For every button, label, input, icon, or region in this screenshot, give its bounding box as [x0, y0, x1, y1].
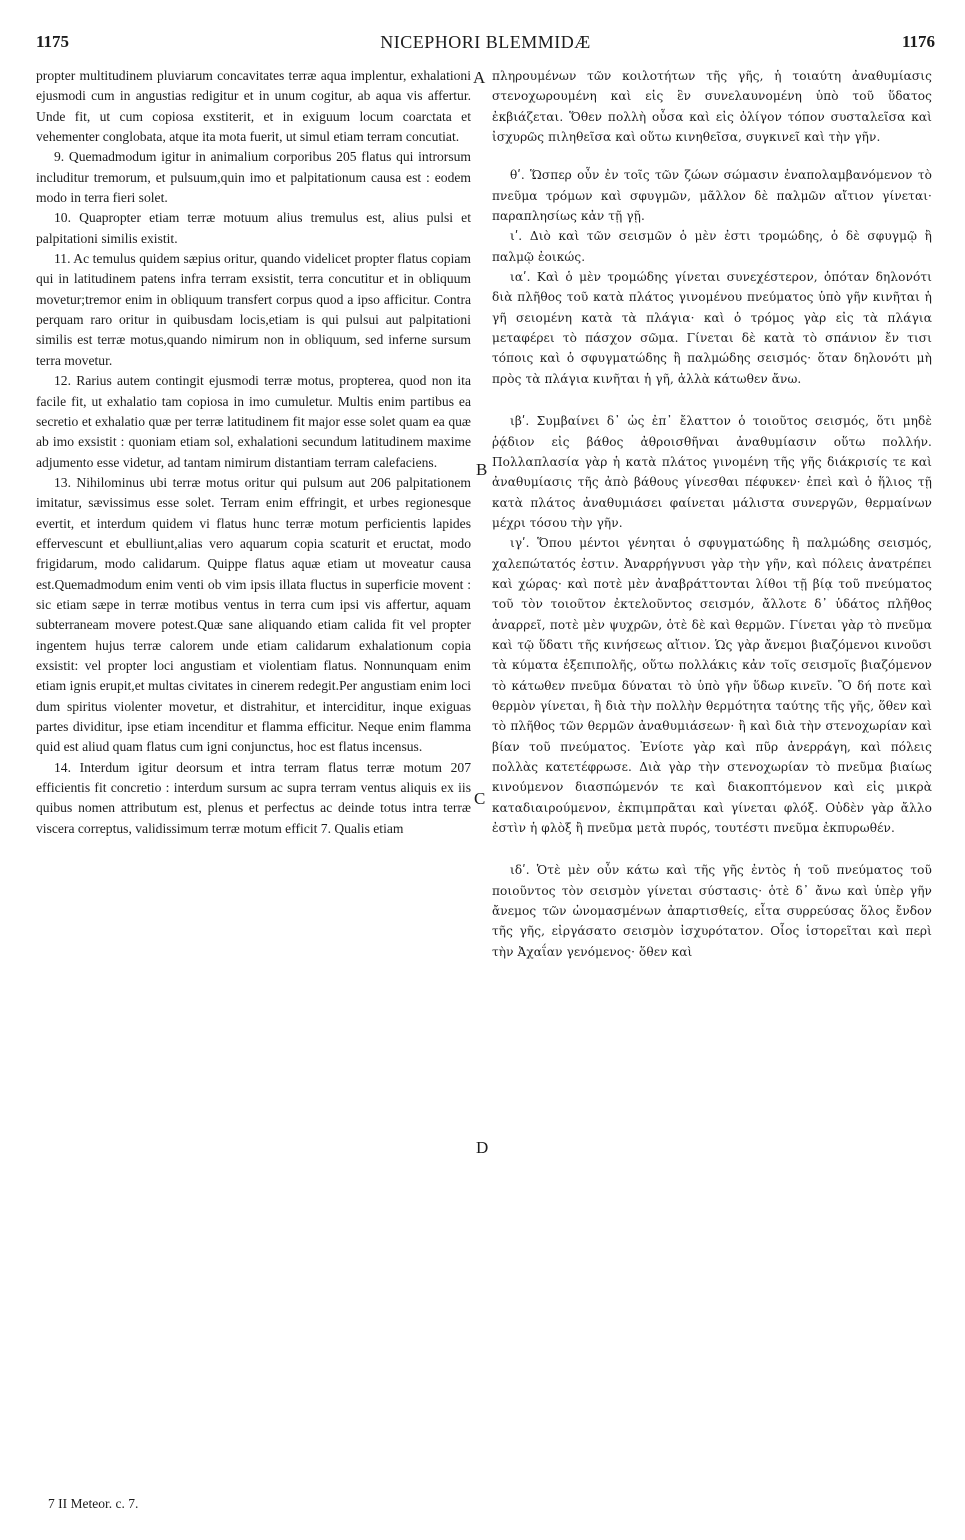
greek-paragraph: ιδʹ. Ὁτὲ μὲν οὖν κάτω καὶ τῆς γῆς ἐντὸς ἡ τοῦ πνεύματος τοῦ ποιοῦντος τὸν σεισμὸν γίνεται σύστασις· ὁτὲ δ᾽ ἄνω καὶ ὑπὲρ γῆν ἄνεμος τῶν ὠνομασμένων ἀπαρτισθείς, εἶτα συρρεύσας ὅλος ἔνδον τῆς γῆς, εἰργάσατο σεισμὸν ἰσχυρότατον. Οἷος ἱστορεῖται καὶ περὶ τὴν Ἀχαΐαν γενόμενος· ὅθεν καὶ	[492, 863, 932, 959]
greek-paragraph: ιβʹ. Συμβαίνει δ᾽ ὡς ἐπ᾽ ἔλαττον ὁ τοιοῦτος σεισμός, ὅτι μηδὲ ῥᾴδιον εἰς βάθος ἀθροισθῆναι ἀναθυμίασιν οὕτω πολλήν. Πολλαπλασία γὰρ ἡ κατὰ πλάτος γινομένη τῆς γῆς διάκρισίς τε καὶ ἀναθυμίασις τῆς ἀπὸ βάθους γίνεσθαι πέφυκεν· ἐπεὶ καὶ ὁ ἥλιος τῇ κατὰ πλάτος ἀναθυμιάσει φαίνεται μάλιστα συνεργῶν, θερμαίνων μέχρι τόσου τὴν γῆν.	[492, 414, 932, 530]
greek-paragraph: ιʹ. Διὸ καὶ τῶν σεισμῶν ὁ μὲν ἐστι τρομώδης, ὁ δὲ σφυγμῷ ἢ παλμῷ ἐοικώς.	[492, 229, 932, 264]
latin-paragraph: 9. Quemadmodum igitur in animalium corporibus 205 flatus qui introrsum includitur tremorum, et pulsuum,quin imo et palpitationum causa est : eodem modo in terra fieri solet.	[36, 149, 471, 206]
page-number-left: 1175	[36, 32, 70, 51]
running-title: NICEPHORI BLEMMIDÆ	[380, 32, 591, 52]
margin-letter-b: B	[476, 460, 488, 479]
margin-letter-c: C	[474, 789, 486, 808]
latin-paragraph: 13. Nihilominus ubi terræ motus oritur qui pulsum aut 206 palpitationem imitatur, sævissimus esse solet. Terram enim effringit, et urbes regionesque evertit, et interdum quidem vi flatus hunc terræ motum perficientis lapides effervescunt et ebulliunt,alias vero aquarum copia scaturit et eructat, modo frigidarum, modo calidarum. Quippe flatus aquæ etiam ut moveatur causa est.Quemadmodum enim venti ob vim ipsis illata fluctus in superficie movent : sic etiam sæpe in terræ motibus ventus in terra cum ipsi vis affertur, aquam subterraneam movere potest.Quæ sane aliquando etiam calida fit vel propter ingentem hujus terræ calorem unde etiam calidarum exhalationum copia exsistit: vel propter loci angustiam et violentiam flatus. Nonnunquam enim etiam ignis erupit,et multas civitates in cinerem redegit.Per angustiam enim loci dum spiritus violenter movetur, et distrahitur, et interciditur, inque exiguas partes dividitur, ipse etiam incenditur et flamma efficitur. Neque enim flamma quid est aliud quam flatus cum igni conjunctus, hoc est flatus incensus.	[36, 474, 471, 755]
greek-paragraph: πληρουμένων τῶν κοιλοτήτων τῆς γῆς, ἡ τοιαύτη ἀναθυμίασις στενοχωρουμένη καὶ εἰς ἓν συνελαυνομένη ὑπὸ τοῦ ὕδατος ἐκβιάζεται. Ὅθεν πολλὴ οὖσα καὶ εἰς ὀλίγον τόπον συσταλεῖσα καὶ ἰσχυρῶς πιληθεῖσα καὶ οὕτω κινηθεῖσα, συγκινεῖ καὶ τὴν γῆν.	[492, 69, 932, 145]
running-header	[36, 28, 935, 58]
page-number-right: 1176	[901, 32, 935, 51]
greek-paragraph: θʹ. Ὥσπερ οὖν ἐν τοῖς τῶν ζώων σώμασιν ἐναπολαμβανόμενον τὸ πνεῦμα τρόμων καὶ σφυγμῶν, μᾶλλον δὲ παλμῶν αἴτιον γίνεται· παραπλησίως κἀν τῇ γῇ.	[492, 168, 932, 224]
latin-paragraph: 11. Ac temulus quidem sæpius oritur, quando videlicet propter flatus copiam qui in latitudinem patens infra terram exsistit, terra concutitur et in obliquum movetur;tremor enim in obliquum transfert corpus quod a ipso afficitur. Contra perquam raro oritur in quibusdam locis,etiam is qui pulsui aut palpitationi similis est terræ motus,quando nimirum non in obliquum, sed inferne sursum terra movetur.	[36, 251, 471, 368]
footnote: 7 II Meteor. c. 7.	[48, 1496, 139, 1511]
latin-paragraph: 12. Rarius autem contingit ejusmodi terræ motus, propterea, quod non ita facile fit, ut exhalatio tam copiosa in imo cumuletur. Multis enim partibus ea secretio et exhalatio quæ per terræ latitudinem fit major esse solet quam ea quæ ab imo exsistit : quoniam etiam sol, exhalationi secundum latitudinem maxime adjumento esse videtur, ad tantam nimirum distantiam terram calefaciens.	[36, 373, 471, 470]
margin-letter-d: D	[476, 1138, 489, 1157]
latin-paragraph: 10. Quapropter etiam terræ motuum alius tremulus est, alius pulsi et palpitationi similis existit.	[36, 210, 471, 246]
latin-paragraph: propter multitudinem pluviarum concavitates terræ aqua implentur, exhalationi ejusmodi cum in angustias redigitur et in unum cogitur, ab aqua vis affertur. Unde fit, ut cum copiosa exstiterit, et in exiguum locum coarctata et vehementer conglobata, atque ita mota fuerit, ut simul etiam terram concutiat.	[36, 68, 471, 145]
greek-paragraph: ιαʹ. Καὶ ὁ μὲν τρομώδης γίνεται συνεχέστερον, ὁπόταν δηλονότι διὰ πλῆθος τοῦ κατὰ πλάτος γινομένου πνεύματος ὑπὸ γῆν κινῆται ἡ γῆ σειομένη κατὰ τὰ πλάγια· καὶ ὁ τρόμος γὰρ εἰς τὰ πλάγια μεταφέρει τὸ πάσχον σῶμα. Γίνεται δὲ κατὰ τὸ σπάνιον ἔν τισι τόποις καὶ ὁ σφυγματώδης ἢ παλμώδης σεισμός· ὅταν δηλονότι μὴ πρὸς τὰ πλάγια κινῆται ἡ γῆ, ἀλλὰ κάτωθεν ἄνω.	[492, 270, 932, 386]
latin-column	[36, 66, 471, 839]
greek-column	[492, 66, 932, 962]
latin-paragraph: 14. Interdum igitur deorsum et intra terram flatus terræ motum 207 efficientis fit concretio : interdum sursum ac supra terram ventus aliquis ex iis quibus nomen attributum est, plenus et perfectus ac deinde totus intra terræ viscera correptus, validissimum terræ motum efficit 7. Qualis etiam	[36, 759, 471, 836]
margin-letter-a: A	[473, 68, 486, 87]
greek-paragraph: ιγʹ. Ὅπου μέντοι γένηται ὁ σφυγματώδης ἢ παλμώδης σεισμός, χαλεπώτατός ἐστιν. Ἀναρρήγνυσι γὰρ τὴν γῆν, καὶ πόλεις ἀνατρέπει καὶ χώρας· καὶ ποτὲ μὲν ἀναβράττονται λίθοι τῇ βίᾳ τοῦ πνεύματος τοῦ τὸν τοιοῦτον ἐκτελοῦντος σεισμόν, ἄλλοτε δ᾽ ὑδάτος πλῆθος ἀναρρεῖ, ποτὲ μὲν ψυχρῶν, ὁτὲ δὲ καὶ θερμῶν. Γίνεται γὰρ τὸ πνεῦμα καὶ τῷ ὕδατι τῆς κινήσεως αἴτιον. Ὡς γὰρ ἄνεμοι βιαζόμενοι κινοῦσι τὰ κύματα ἐξεπιπολῆς, οὕτω πολλάκις κἀν τοῖς σεισμοῖς βιαζόμενον τὸ κάτωθεν πνεῦμα δύναται τὸ ὑπὸ γῆν ὕδωρ κινεῖν. Ὃ δή ποτε καὶ θερμὸν γίνεται, ἢ διὰ τὴν πολλὴν θερμότητα ταύτης τῆς γῆς, ὅθεν καὶ τὸ πλῆθος τῶν θερμῶν ἀναθυμιάσεων· ἢ καὶ διὰ τὴν στενοχωρίαν καὶ βίαν τοῦ πνεύματος. Ἐνίοτε γὰρ καὶ πῦρ ἀνερράγη, καὶ πόλεις πολλὰς κατετέφρωσε. Διὰ γὰρ τὴν στενοχωρίαν τὸ πνεῦμα βιαίως κινούμενον διασπώμενόν τε καὶ διακοπτόμενον καὶ εἰς μικρὰ καταδιαιρούμενον, ἐκπιμπρᾶται καὶ γίνεται φλόξ. Οὐδὲν γὰρ ἄλλο ἐστὶν ἡ φλὸξ ἢ πνεῦμα μετὰ πυρός, τουτέστι πνεῦμα ἐκπυρωθέν.	[492, 536, 932, 836]
